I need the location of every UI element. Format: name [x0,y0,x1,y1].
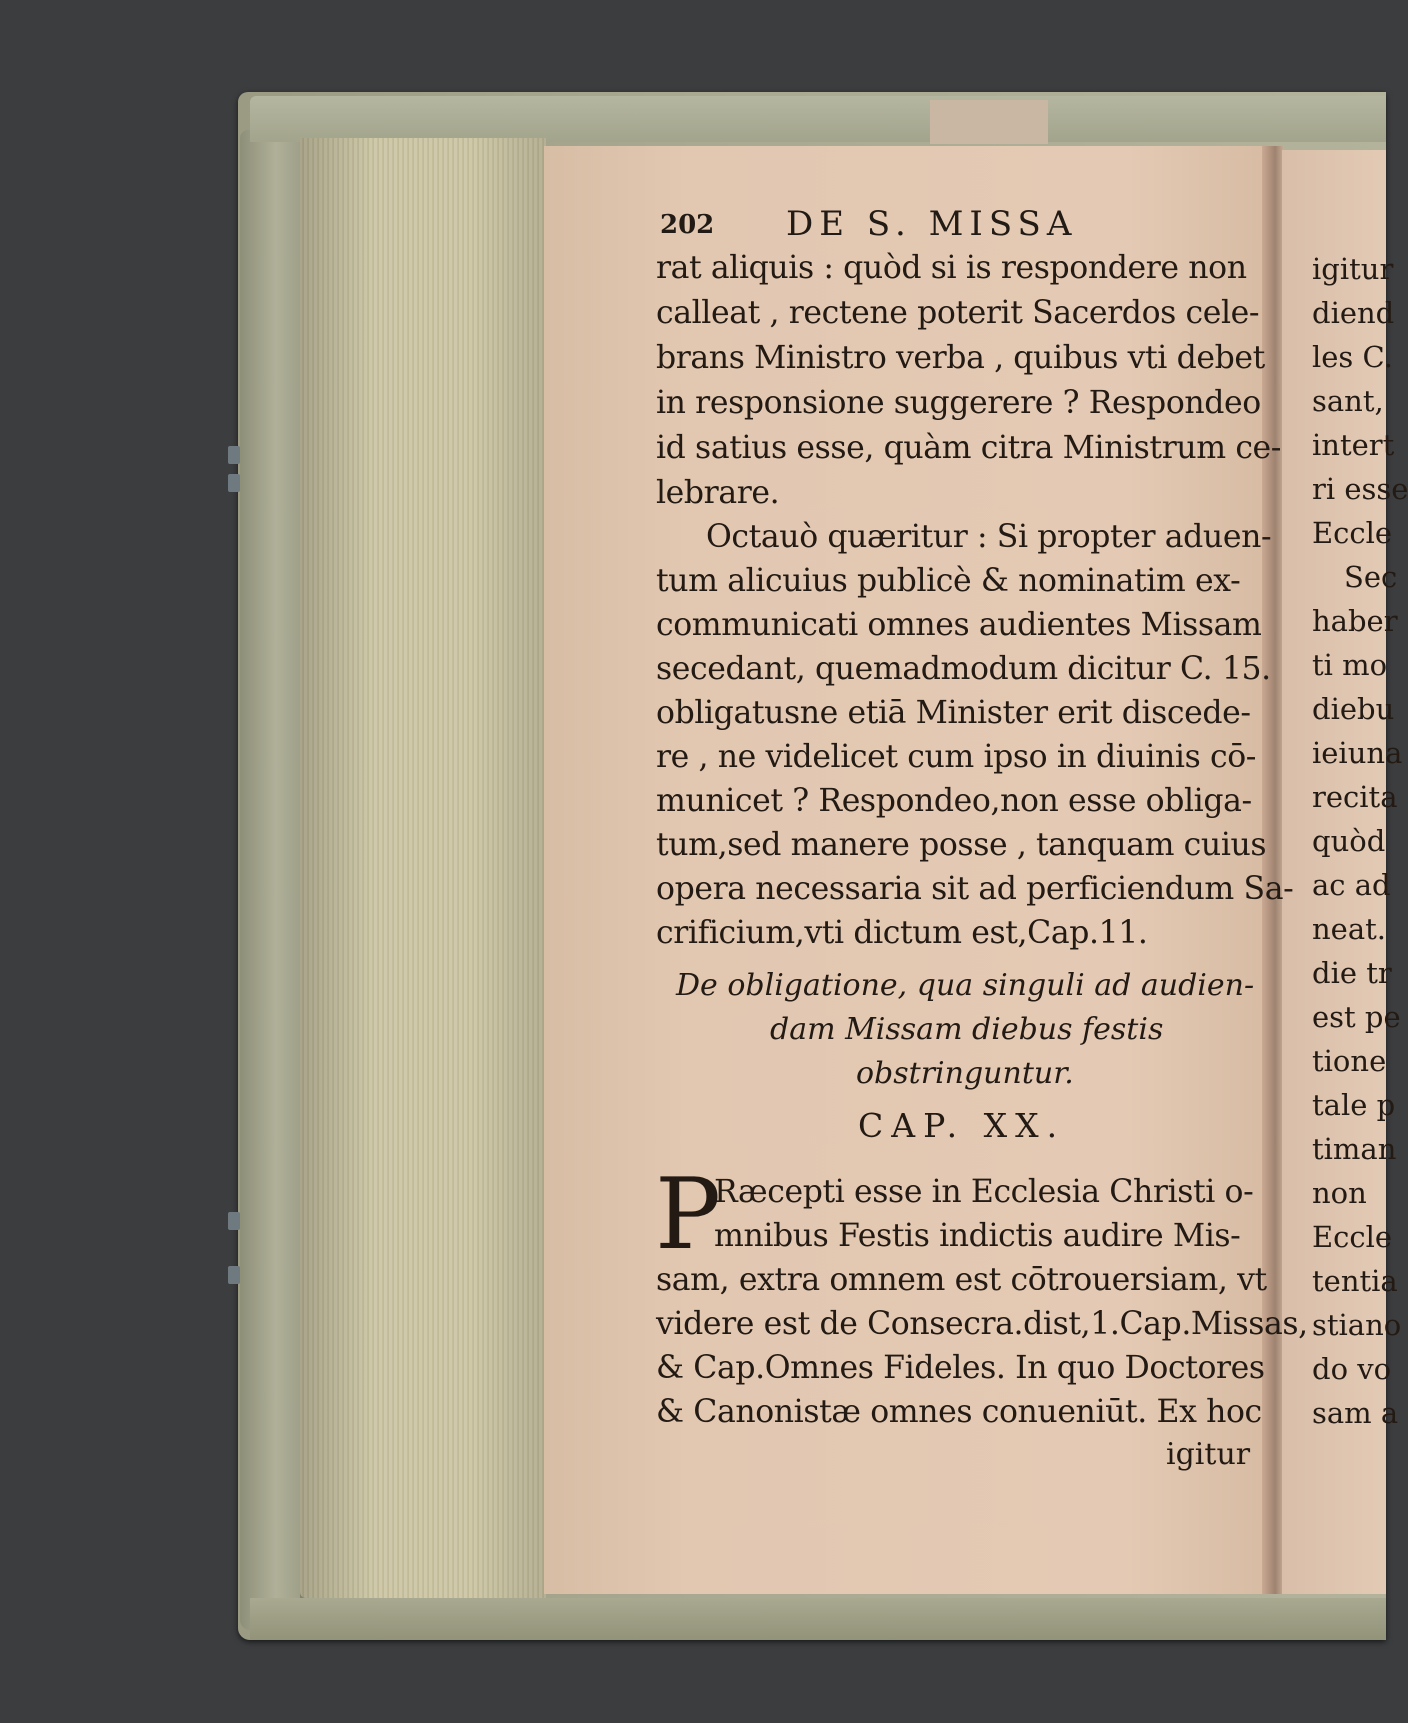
right-page-line: non [1312,1176,1367,1210]
running-title: DE S. MISSA [786,204,1078,244]
text-line: calleat , rectene poterit Sacerdos cele- [656,295,1260,331]
right-page-line: neat. [1312,912,1387,946]
right-page-line: haber [1312,604,1398,638]
clasp-tie [228,474,240,492]
text-line: id satius esse, quàm citra Ministrum ce- [656,430,1282,466]
text-line: obligatusne etiā Minister erit discede- [656,695,1251,731]
right-page-line: igitur [1312,252,1394,286]
text-line: videre est de Consecra.dist,1.Cap.Missas, [656,1306,1308,1342]
text-line: secedant, quemadmodum dicitur C. 15. [656,651,1271,687]
text-line: brans Ministro verba , quibus vti debet [656,340,1265,376]
right-page-line: tale p [1312,1088,1396,1122]
right-page-line: Sec [1344,560,1398,594]
right-page-line: timan [1312,1132,1397,1166]
cover-bottom-edge [250,1598,1386,1640]
text-line: Octauò quæritur : Si propter aduen- [706,519,1272,555]
right-page-line: est pe [1312,1000,1401,1034]
page-number: 202 [660,210,715,240]
text-line: sam, extra omnem est cōtrouersiam, vt [656,1262,1267,1298]
clasp-tie [228,446,240,464]
text-line: Ræcepti esse in Ecclesia Christi o- [714,1174,1254,1210]
text-line: & Cap.Omnes Fideles. In quo Doctores [656,1350,1265,1386]
text-line: & Canonistæ omnes conueniūt. Ex hoc [656,1394,1262,1430]
right-page-line: ti mo [1312,648,1388,682]
section-heading: De obligatione, qua singuli ad audien- [676,968,1255,1003]
right-page-line: sant, [1312,384,1384,418]
text-line: crificium,vti dictum est,Cap.11. [656,915,1148,951]
right-page-line: tione [1312,1044,1387,1078]
text-line: lebrare. [656,475,780,511]
text-line: in responsione suggerere ? Respondeo [656,385,1261,421]
text-line: tum alicuius publicè & nominatim ex- [656,563,1241,599]
text-line: re , ne videlicet cum ipso in diuinis cō- [656,739,1257,775]
right-page-line: recita [1312,780,1398,814]
right-page-line: tentia [1312,1264,1398,1298]
right-page-line: do vo [1312,1352,1392,1386]
drop-initial: P [655,1158,721,1272]
section-heading: dam Missam diebus festis [770,1012,1164,1047]
chapter-title: CAP. XX. [858,1106,1066,1145]
right-page-line: ri esse [1312,472,1408,506]
right-page-line: ieiuna [1312,736,1403,770]
right-page-line: intert [1312,428,1395,462]
text-line: opera necessaria sit ad perficiendum Sa- [656,871,1294,907]
clasp-tie [228,1212,240,1230]
right-page-line: sam a [1312,1396,1399,1430]
clasp-tie [228,1266,240,1284]
text-line: municet ? Respondeo,non esse obliga- [656,783,1252,819]
right-page-line: quòd [1312,824,1386,858]
right-page-line: les C. [1312,340,1393,374]
right-page-line: diebu [1312,692,1395,726]
text-line: communicati omnes audientes Missam [656,607,1262,643]
cover-label-patch [930,100,1048,144]
catchword: igitur [1166,1437,1251,1472]
page-edges-shadow [300,138,546,1598]
right-page-line: die tr [1312,956,1392,990]
text-line: rat aliquis : quòd si is respondere non [656,250,1247,286]
right-page-line: ac ad [1312,868,1391,902]
text-line: mnibus Festis indictis audire Mis- [714,1218,1241,1254]
section-heading: obstringuntur. [856,1056,1074,1091]
right-page-line: Eccle [1312,1220,1393,1254]
cover-top-edge [250,96,1386,142]
cover-spine-edge [240,130,300,1630]
book-gutter [1262,146,1284,1594]
text-line: tum,sed manere posse , tanquam cuius [656,827,1267,863]
right-page-line: diend [1312,296,1395,330]
right-page-line: stiano [1312,1308,1402,1342]
right-page-line: Eccle [1312,516,1393,550]
